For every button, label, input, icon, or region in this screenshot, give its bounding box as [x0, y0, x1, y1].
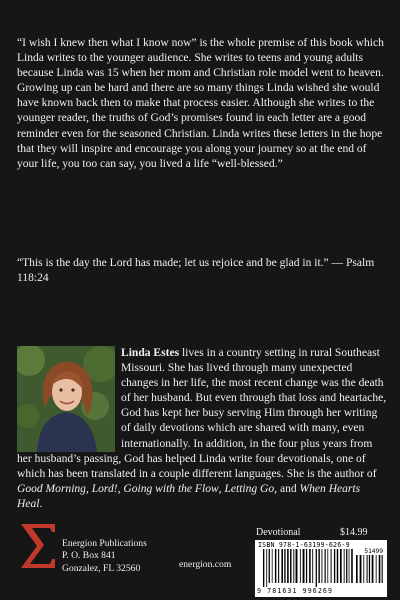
barcode-bar: [346, 549, 347, 583]
barcode-bar: [363, 555, 364, 583]
price-label: $14.99: [340, 527, 368, 538]
barcode-bar: [351, 549, 353, 583]
barcode-bar: [281, 549, 283, 583]
barcode-bar: [312, 549, 313, 583]
publisher-name: Energion Publications: [62, 538, 147, 549]
barcode-bar: [300, 549, 301, 583]
barcode-bar: [269, 549, 270, 583]
barcode-bar: [360, 555, 362, 583]
barcode-addon-bars: [356, 555, 383, 587]
barcode-bar: [266, 549, 267, 587]
barcode-bar: [321, 549, 322, 583]
barcode-bar: [284, 549, 285, 583]
barcode-bar: [325, 549, 326, 583]
barcode-bar: [303, 549, 305, 583]
book-title: Good Morning, Lord!: [17, 482, 118, 495]
price-code: 51499: [364, 548, 383, 555]
book-title: When Hearts Heal: [17, 482, 361, 510]
barcode-bar: [278, 549, 279, 583]
barcode-bar: [369, 555, 370, 583]
publisher-city: Gonzalez, FL 32560: [62, 562, 141, 574]
publisher-website: energion.com: [179, 559, 232, 570]
barcode-bar: [340, 549, 342, 583]
barcode-bar: [331, 549, 332, 583]
barcode-bar: [290, 549, 291, 583]
barcode-bar: [349, 549, 350, 583]
barcode-bar: [275, 549, 276, 583]
barcode-bar: [316, 549, 317, 587]
barcode-bar: [372, 555, 374, 583]
barcode-bar: [356, 555, 358, 583]
sigma-icon: [18, 521, 58, 571]
barcode-bar: [376, 555, 377, 583]
barcode-bar: [367, 555, 368, 583]
barcode-bar: [272, 549, 273, 583]
barcode-bars: [263, 549, 353, 587]
barcode-number: 9 781631 996269: [257, 587, 334, 595]
barcode-bar: [327, 549, 328, 583]
author-bio: Linda Estes lives in a country setting in rural Southeast Missouri. She has lived through many unexpected changes in her life, the most recent change was the death of her husband. But even through that loss and heartache, God has kept her busy serving Him through her writing of daily devotions which are shared with many, even internationally. In addition, in the four plus years from her husband’s passing, God has helped Linda write four devotionals, one of which has been translated in a couple different languages. She is the author of Good Morning, Lord!, Going with the Flow, Letting Go, and When Hearts Heal.: [17, 347, 387, 510]
barcode-bar: [379, 555, 381, 583]
barcode-bar: [337, 549, 338, 583]
bio-text: lives in a country setting in rural Southeast Missouri. She has lived through many unexpected changes in her life, the most recent change was the death of her husband. But even through that loss and heartache, God has kept her busy serving Him through her writing of daily devotions which are shared with many, even internationally. In addition, in the four plus years from her husband’s passing, God has helped Linda write four devotionals, one of which has been translated in a couple different languages. She is the author of: [17, 347, 387, 480]
book-description: “I wish I knew then what I know now” is the whole premise of this book which Linda writes to the younger audience. She writes to teens and young adults because Linda was 15 when her mom and Christian role model went to heaven. Growing up can be hard and there are so many things Linda wished she would have known back then to make that process easier. Although she writes to the younger reader, the truths of God’s promises found in each letter are a good reminder even for the seasoned Christian. Linda writes these letters in the hope that they will inspire and encourage you along your journey so at the end of your life, you too can say, you lived a life “well-blessed.”: [17, 37, 384, 170]
barcode-bar: [263, 549, 264, 587]
barcode-bar: [344, 549, 345, 583]
barcode-bar: [293, 549, 294, 583]
barcode-bar: [382, 555, 383, 583]
scripture-quote: “This is the day the Lord has made; let us rejoice and be glad in it.” — Psalm 118:24: [17, 257, 375, 285]
barcode-bar: [287, 549, 289, 583]
isbn-barcode: [255, 540, 387, 597]
barcode-bar: [318, 549, 319, 583]
book-title: Letting Go: [224, 482, 275, 495]
barcode-bar: [309, 549, 311, 583]
publisher-address: [62, 538, 147, 575]
barcode-bar: [306, 549, 307, 583]
isbn-text: ISBN 978-1-63199-626-9: [258, 541, 350, 549]
book-title: Going with the Flow: [123, 482, 219, 495]
genre-label: Devotional: [256, 527, 301, 538]
author-name: Linda Estes: [121, 347, 180, 359]
barcode-bar: [296, 549, 298, 583]
publisher-po-box: P. O. Box 841: [62, 550, 116, 562]
barcode-bar: [334, 549, 335, 583]
